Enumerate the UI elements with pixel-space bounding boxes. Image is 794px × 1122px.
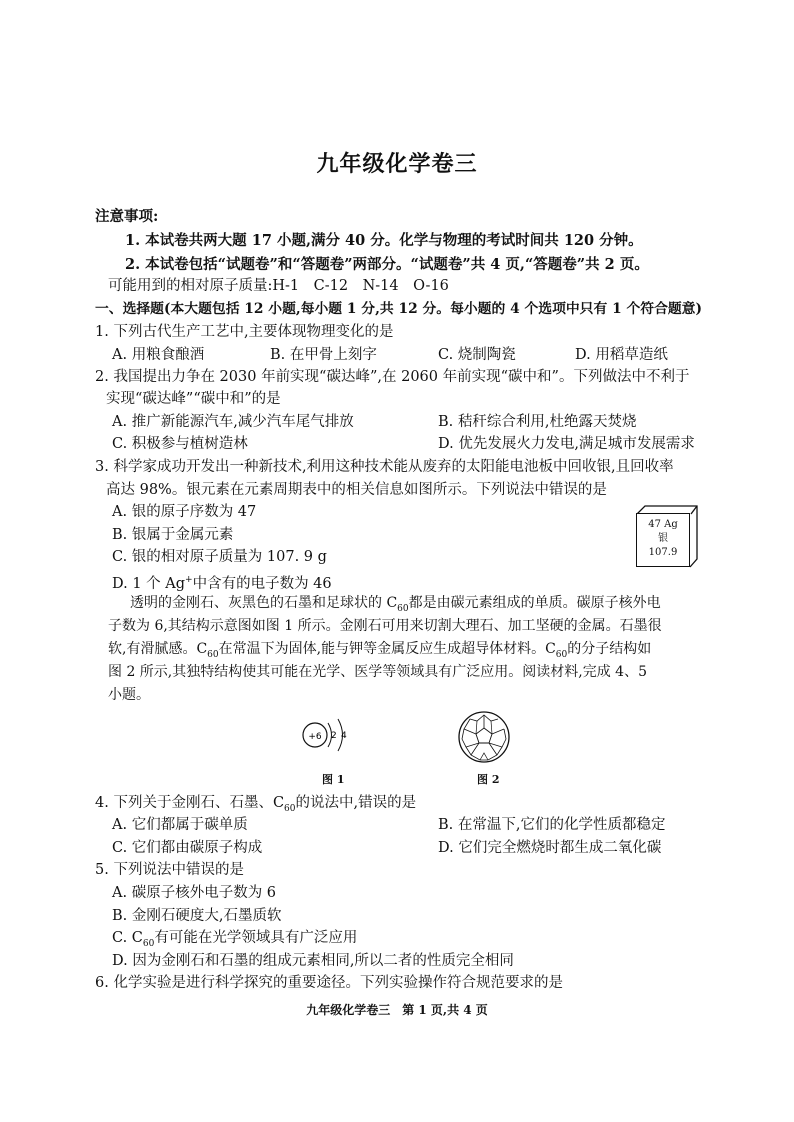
element-mass: 107.9 [648, 547, 678, 558]
q5-stem: 5. 下列说法中错误的是 [95, 862, 244, 878]
q5-option-b: B. 金刚石硬度大,石墨质软 [112, 908, 282, 924]
material-line3 [108, 639, 651, 665]
material-line4: 图 2 所示,其独特结构使其可能在光学、医学等领域具有广泛应用。阅读材料,完成 4、5 [108, 664, 647, 680]
c60-sub: 60 [207, 649, 219, 660]
element-symbol: Ag [664, 519, 678, 530]
q3-option-b: B. 银属于金属元素 [112, 527, 234, 543]
material-line2: 子数为 6,其结构示意图如图 1 所示。金刚石可用来切割大理石、加工坚硬的金属。石墨很 [108, 618, 662, 634]
material-l1a: 透明的金刚石、灰黑色的石墨和足球状的 C [130, 595, 398, 611]
atomic-mass-line: 可能用到的相对原子质量:H-1 C-12 N-14 O-16 [108, 278, 449, 294]
q4-option-c: C. 它们都由碳原子构成 [112, 840, 263, 856]
element-card-front [636, 513, 690, 567]
q3-d-post: 中含有的电子数为 46 [192, 575, 332, 592]
q1-option-b: B. 在甲骨上刻字 [270, 347, 377, 363]
q2-stem-line2: 实现“碳达峰”“碳中和”的是 [106, 391, 281, 407]
q3-stem-line1: 3. 科学家成功开发出一种新技术,利用这种技术能从废弃的太阳能电池板中回收银,且回收率 [95, 459, 674, 475]
q4-option-a: A. 它们都属于碳单质 [112, 817, 248, 833]
q3-stem-line2: 高达 98%。银元素在元素周期表中的相关信息如图所示。下列说法中错误的是 [106, 482, 607, 498]
q2-option-a: A. 推广新能源汽车,减少汽车尾气排放 [112, 414, 354, 430]
c60-molecule-diagram [456, 709, 512, 765]
q2-option-d: D. 优先发展火力发电,满足城市发展需求 [438, 436, 695, 452]
q4-stem-b: 的说法中,错误的是 [295, 795, 417, 811]
shell-2-electrons: 4 [341, 731, 347, 741]
q5-option-c [112, 928, 357, 954]
c60-sub: 60 [555, 649, 568, 660]
q6-stem: 6. 化学实验是进行科学探究的重要途径。下列实验操作符合规范要求的是 [95, 975, 563, 991]
q4-stem-a: 4. 下列关于金刚石、石墨、C [95, 795, 285, 811]
q2-stem-line1: 2. 我国提出力争在 2030 年前实现“碳达峰”,在 2060 年前实现“碳中和”。下列做法中不利于 [95, 369, 690, 385]
q3-d-charge: + [185, 575, 193, 585]
element-name: 银 [658, 533, 668, 544]
material-line5: 小题。 [108, 687, 150, 703]
c60-sub: 60 [284, 803, 296, 814]
q4-option-d: D. 它们完全燃烧时都生成二氧化碳 [438, 840, 662, 856]
shell-1-electrons: 2 [331, 731, 337, 741]
q5-c-a: C. C [112, 930, 143, 946]
c60-sub: 60 [142, 938, 155, 949]
page-footer: 九年级化学卷三 第 1 页,共 4 页 [306, 1003, 488, 1017]
material-line1 [130, 593, 661, 619]
figure-1-caption: 图 1 [322, 773, 345, 786]
q1-option-a: A. 用粮食酿酒 [112, 347, 205, 363]
element-number: 47 [648, 519, 661, 530]
nucleus-charge: +6 [308, 732, 322, 742]
q1-option-d: D. 用稻草造纸 [575, 347, 668, 363]
silver-element-card [636, 505, 698, 569]
q3-d-pre: D. 1 个 Ag [112, 575, 186, 592]
q1-option-c: C. 烧制陶瓷 [438, 347, 516, 363]
material-l3b: 在常温下为固体,能与钾等金属反应生成超导体材料。C [218, 641, 556, 657]
q5-c-b: 有可能在光学领域具有广泛应用 [154, 930, 358, 946]
notice-heading: 注意事项: [95, 208, 159, 225]
q5-option-d: D. 因为金刚石和石墨的组成元素相同,所以二者的性质完全相同 [112, 953, 514, 969]
notice-item-2: 2. 本试卷包括“试题卷”和“答题卷”两部分。“试题卷”共 4 页,“答题卷”共 2 页。 [125, 256, 649, 273]
material-l1b: 都是由碳元素组成的单质。碳原子核外电 [408, 595, 661, 611]
carbon-atom-diagram [298, 713, 358, 757]
q3-option-c: C. 银的相对原子质量为 107. 9 g [112, 549, 327, 565]
material-l3a: 软,有滑腻感。C [108, 641, 208, 657]
material-l3c: 的分子结构如 [567, 641, 652, 657]
page-title: 九年级化学卷三 [316, 151, 478, 177]
c60-sub: 60 [397, 603, 409, 614]
section-1-heading: 一、选择题(本大题包括 12 小题,每小题 1 分,共 12 分。每小题的 4 个选项中只有 1 个符合题意) [95, 301, 702, 317]
q2-option-b: B. 秸秆综合利用,杜绝露天焚烧 [438, 414, 637, 430]
q3-option-a: A. 银的原子序数为 47 [112, 504, 257, 520]
notice-item-1: 1. 本试卷共两大题 17 小题,满分 40 分。化学与物理的考试时间共 120 分钟。 [125, 232, 643, 249]
q4-option-b: B. 在常温下,它们的化学性质都稳定 [438, 817, 666, 833]
q3-option-d [112, 570, 332, 594]
figure-2-caption: 图 2 [477, 773, 500, 786]
q2-option-c: C. 积极参与植树造林 [112, 436, 248, 452]
q5-option-a: A. 碳原子核外电子数为 6 [112, 885, 277, 901]
q1-stem: 1. 下列古代生产工艺中,主要体现物理变化的是 [95, 324, 394, 340]
